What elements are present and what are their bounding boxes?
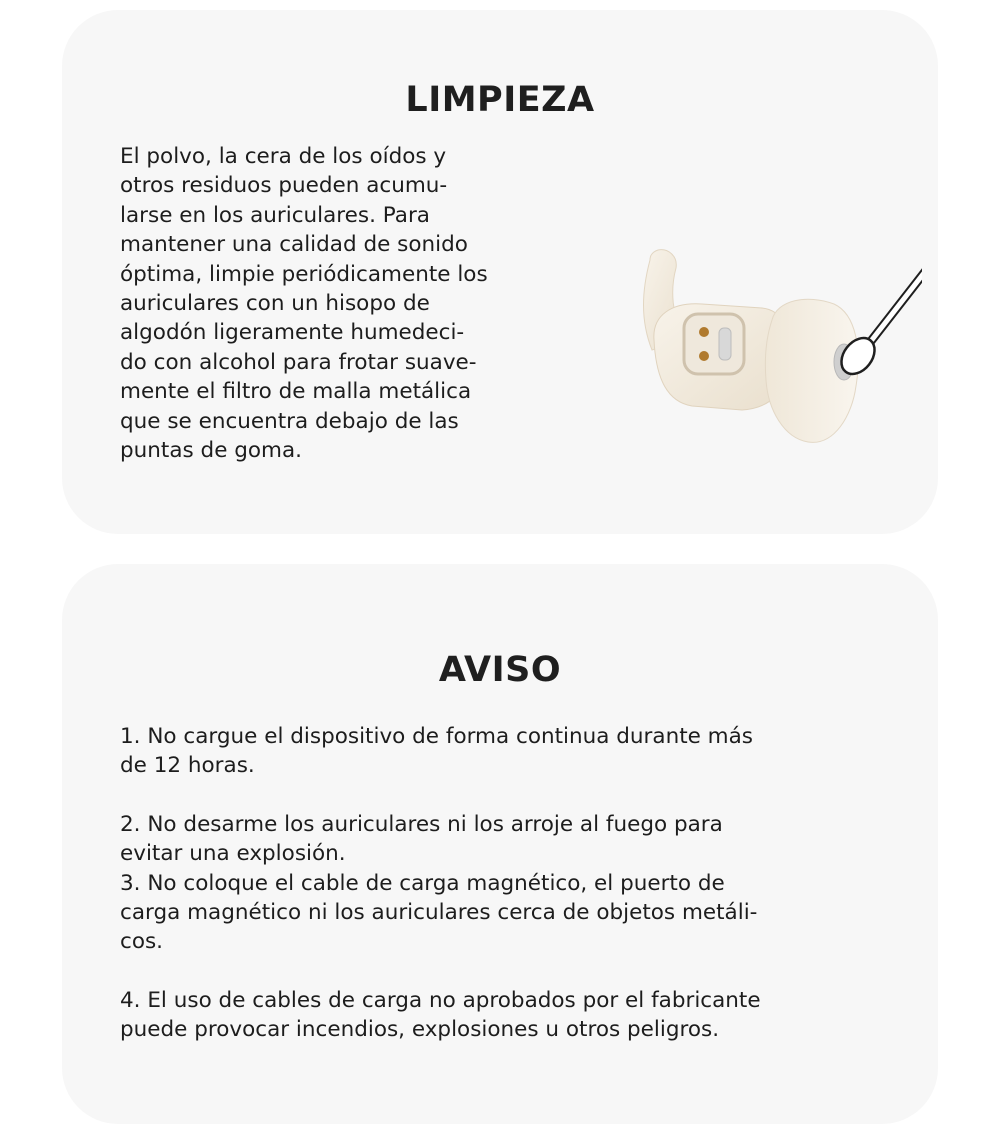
warning-title: AVISO (438, 650, 562, 690)
spacer (120, 957, 900, 986)
cleaning-title: LIMPIEZA (405, 80, 595, 120)
warning-item-4: 4. El uso de cables de carga no aprobados por el fabricante puede provocar incendios, explosiones u otros peligros. (120, 987, 761, 1043)
warning-item-3: 3. No coloque el cable de carga magnético, el puerto de carga magnético ni los auriculares cerca de objetos metáli- cos. (120, 870, 758, 955)
spacer (120, 781, 900, 810)
earbud-with-cotton-swab-icon (572, 190, 922, 450)
sensor-window (719, 328, 731, 360)
contact-pin-bottom (699, 351, 709, 361)
contact-pin-top (699, 327, 709, 337)
warning-card (62, 564, 938, 1124)
charging-contacts (684, 314, 744, 374)
warning-item-1: 1. No cargue el dispositivo de forma continua durante más de 12 horas. (120, 724, 754, 779)
warning-list (120, 722, 900, 1045)
cleaning-instructions: El polvo, la cera de los oídos y otros residuos pueden acumu- larse en los auriculares. Para mantener una calidad de sonido óptima, limpie periódicamente los auriculares con un hisopo de algodón ligeramente humedeci- do con alcohol para frotar suave- mente el filtro de malla metálica que se encuentra debajo de las puntas de goma. (120, 144, 488, 464)
swab-stick-outline (864, 214, 922, 350)
warning-item-2: 2. No desarme los auriculares ni los arroje al fuego para evitar una explosión. (120, 811, 723, 867)
cleaning-card (62, 10, 938, 534)
